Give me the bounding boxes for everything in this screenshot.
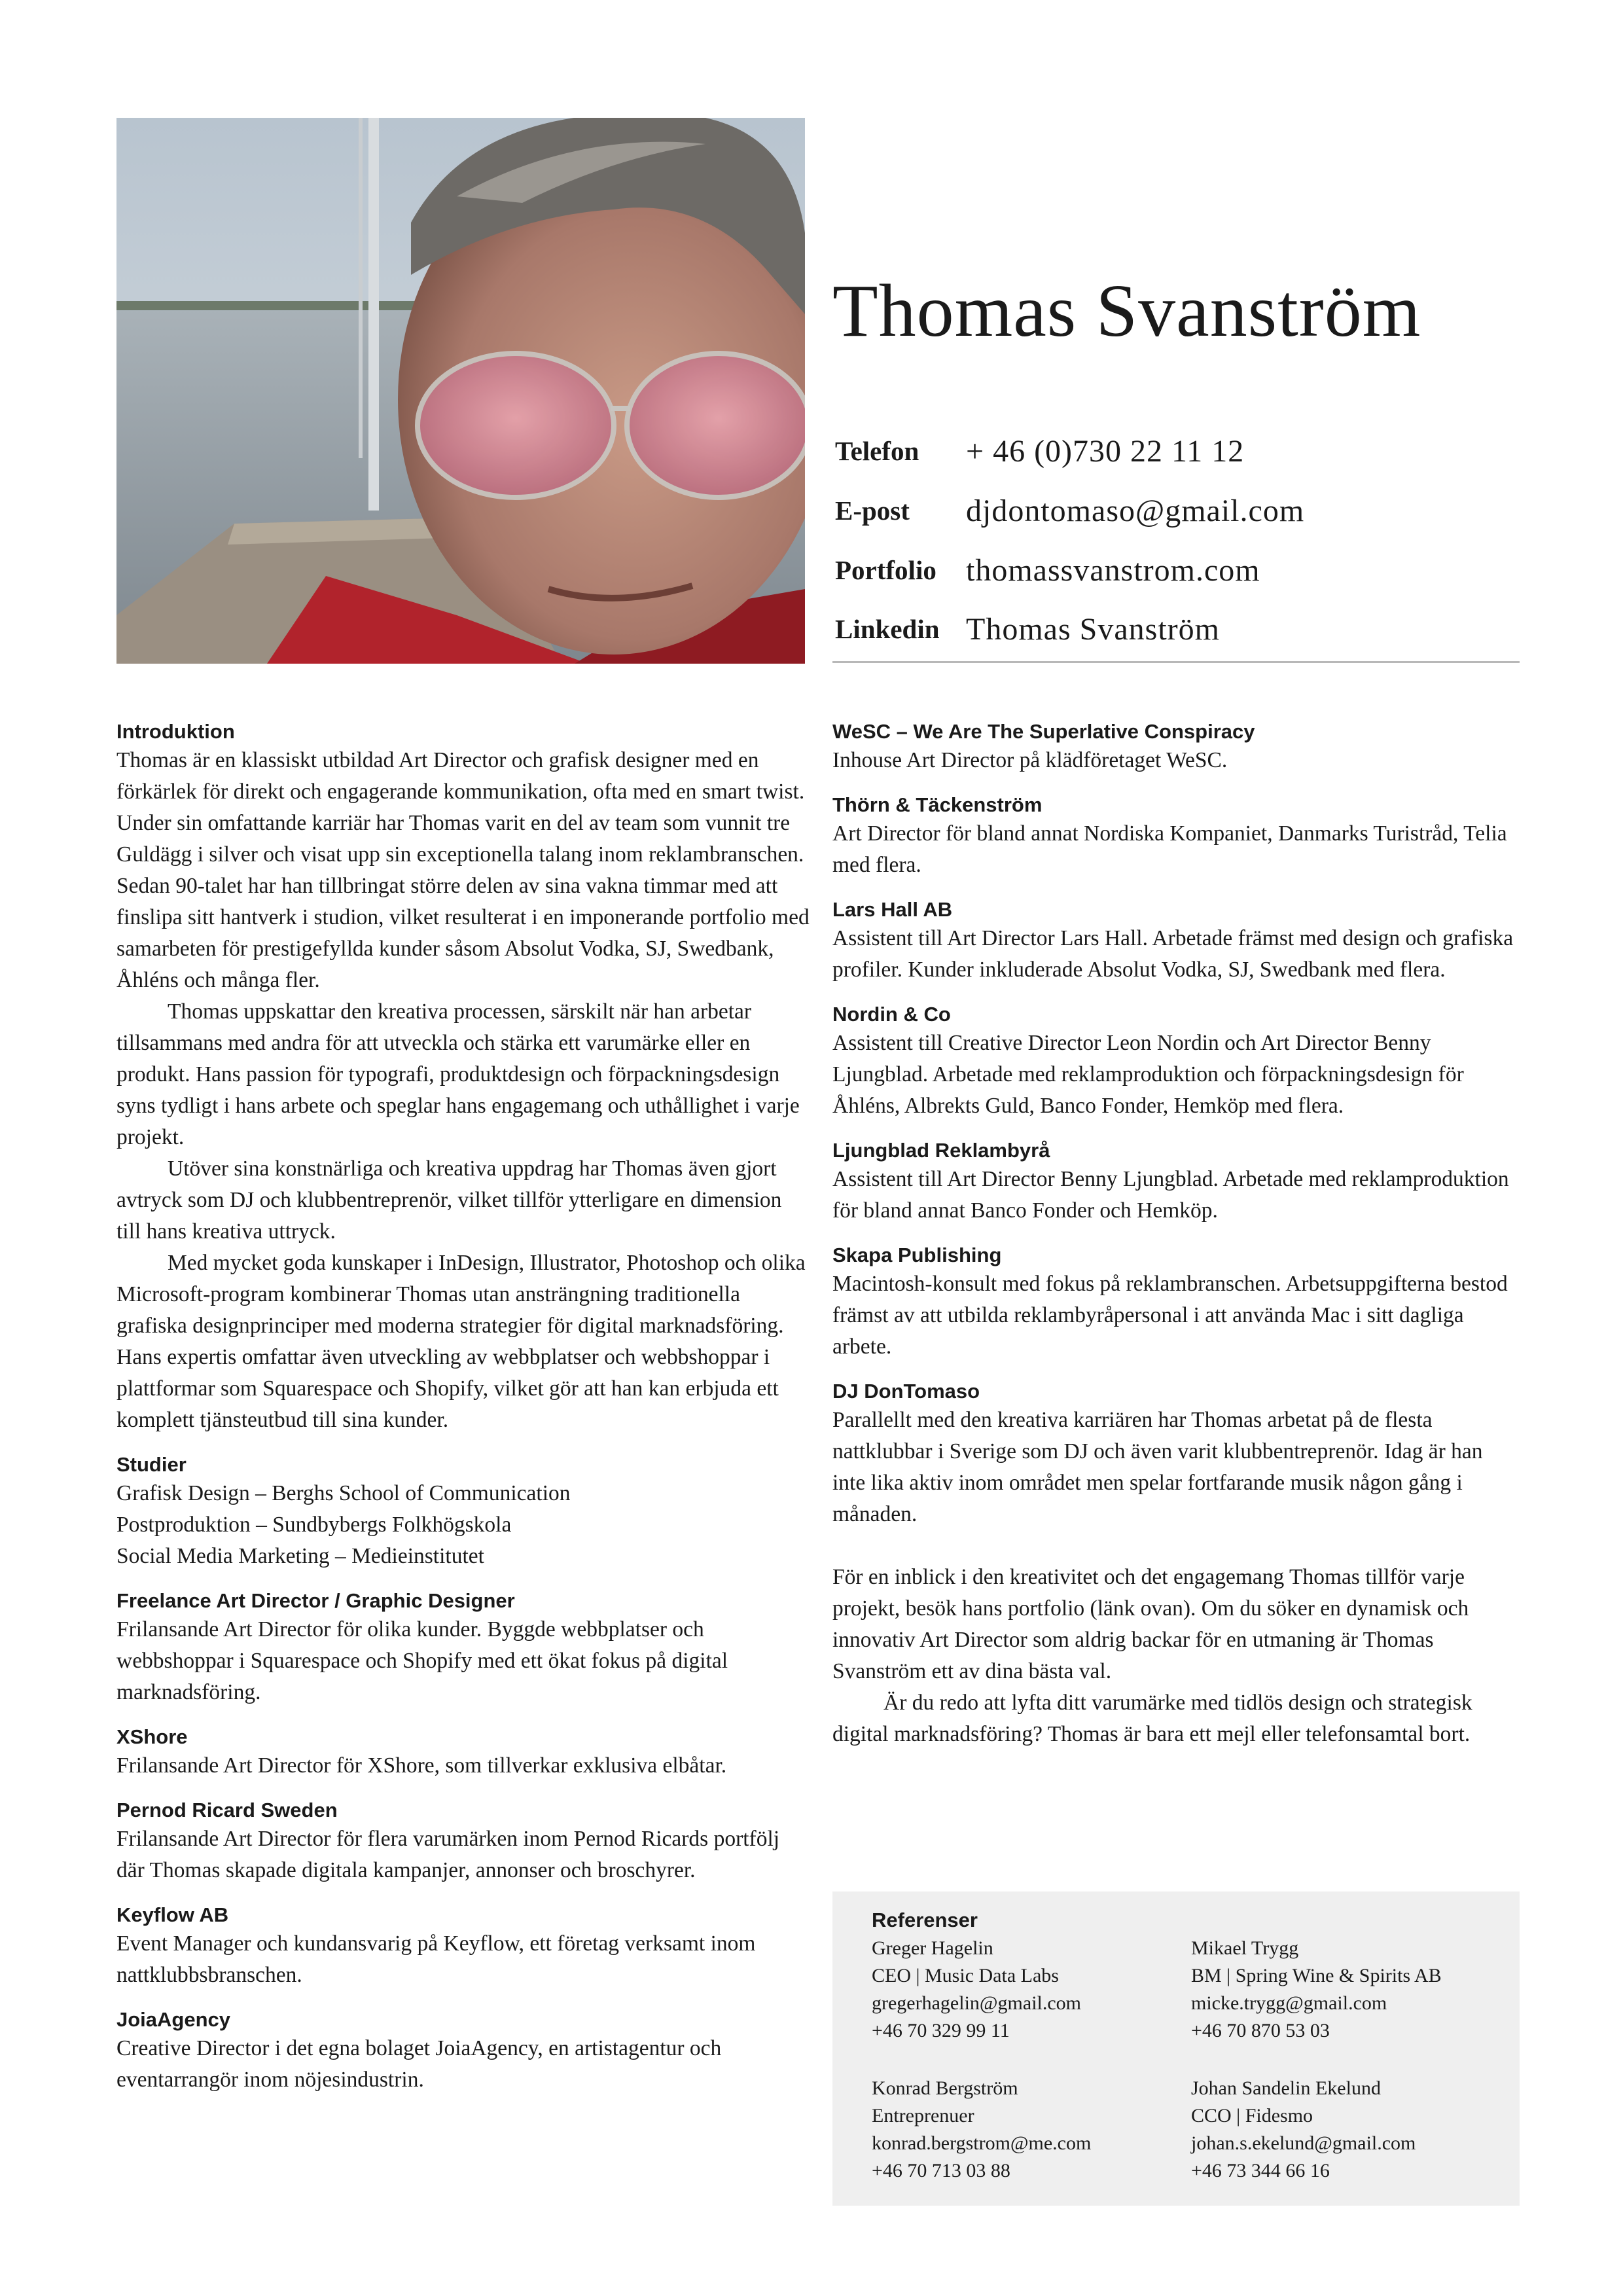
experience-description: Frilansande Art Director för olika kunder. Byggde webbplatser och webbshoppar i Squarespace och Shopify med ett ökat fokus på digital marknadsföring. (116, 1617, 728, 1704)
intro-paragraph-3: Utöver sina konstnärliga och kreativa uppdrag har Thomas även gjort avtryck som DJ och klubbentreprenör, vilket tillför ytterligare en dimension till hans kreativa uttryck. (116, 1157, 782, 1244)
experience-title: Ljungblad Reklambyrå (832, 1139, 1050, 1162)
study-item: Social Media Marketing – Medieinstitutet (116, 1544, 484, 1568)
reference-email[interactable]: gregerhagelin@gmail.com (872, 1992, 1082, 2014)
experience-item (832, 1242, 1520, 1363)
experience-description: Art Director för bland annat Nordiska Kompaniet, Danmarks Turistråd, Telia med flera. (832, 821, 1507, 877)
intro-section (116, 719, 810, 1436)
experience-item (116, 1724, 810, 1782)
experience-title: DJ DonTomaso (832, 1380, 980, 1403)
experience-title: WeSC – We Are The Superlative Conspiracy (832, 720, 1255, 743)
contact-phone-value[interactable]: + 46 (0)730 22 11 12 (966, 433, 1245, 469)
contact-portfolio-label: Portfolio (835, 555, 936, 585)
experience-description: Assistent till Creative Director Leon Nordin och Art Director Benny Ljungblad. Arbetade med reklamproduktion och förpackningsdesign för Åhléns, Albrekts Guld, Banco Fonder, Hemköp med flera. (832, 1031, 1464, 1118)
reference-phone[interactable]: +46 70 329 99 11 (872, 2020, 1010, 2041)
experience-description: Macintosh-konsult med fokus på reklambranschen. Arbetsuppgifterna bestod främst av att utbilda reklambyråpersonal i att använda Mac i sitt dagliga arbete. (832, 1272, 1508, 1359)
reference-role: BM | Spring Wine & Spirits AB (1191, 1965, 1442, 1986)
contact-portfolio-value[interactable]: thomassvanstrom.com (966, 552, 1260, 588)
experience-description: Assistent till Art Director Benny Ljungblad. Arbetade med reklamproduktion för bland annat Banco Fonder och Hemköp. (832, 1167, 1509, 1223)
experience-title: Lars Hall AB (832, 898, 953, 921)
experience-title: Nordin & Co (832, 1003, 951, 1026)
experience-item (832, 719, 1520, 776)
header-divider (832, 661, 1520, 663)
experience-item (832, 897, 1520, 986)
right-column (832, 719, 1520, 1750)
contact-linkedin-label: Linkedin (835, 614, 940, 644)
experience-description: Event Manager och kundansvarig på Keyflow, ett företag verksamt inom nattklubbsbranschen. (116, 1931, 756, 1987)
experience-item (832, 792, 1520, 881)
closing-paragraph-2: Är du redo att lyfta ditt varumärke med tidlös design och strategisk digital marknadsföring? Thomas är bara ett mejl eller telefonsamtal bort. (832, 1691, 1472, 1746)
reference-role: CEO | Music Data Labs (872, 1965, 1059, 1986)
study-item: Postproduktion – Sundbybergs Folkhögskola (116, 1513, 512, 1537)
contact-linkedin-value[interactable]: Thomas Svanström (966, 611, 1220, 647)
left-column (116, 719, 810, 2111)
person-name: Thomas Svanström (832, 269, 1421, 352)
closing-section (832, 1562, 1520, 1750)
contact-email-row (835, 488, 1304, 533)
profile-photo (116, 118, 805, 664)
experience-item (832, 1001, 1520, 1122)
studies-section (116, 1452, 810, 1572)
contact-phone-label: Telefon (835, 436, 919, 466)
experience-item (116, 1902, 810, 1991)
experience-title: JoiaAgency (116, 2008, 231, 2031)
reference-name: Konrad Bergström (872, 2077, 1018, 2099)
experience-item (116, 1588, 810, 1708)
reference-name: Johan Sandelin Ekelund (1191, 2077, 1381, 2099)
experience-title: Pernod Ricard Sweden (116, 1799, 338, 1821)
reference-phone[interactable]: +46 70 713 03 88 (872, 2160, 1010, 2181)
profile-photo-illustration (116, 118, 805, 664)
reference-email[interactable]: johan.s.ekelund@gmail.com (1191, 2132, 1416, 2154)
contact-portfolio-row (835, 547, 1260, 593)
contact-email-value[interactable]: djdontomaso@gmail.com (966, 493, 1305, 528)
reference-name: Mikael Trygg (1191, 1937, 1299, 1959)
experience-description: Frilansande Art Director för flera varumärken inom Pernod Ricards portfölj där Thomas skapade digitala kampanjer, annonser och broschyrer. (116, 1827, 780, 1882)
reference-email[interactable]: micke.trygg@gmail.com (1191, 1992, 1387, 2014)
contact-email-label: E-post (835, 495, 910, 526)
experience-description: Parallellt med den kreativa karriären har Thomas arbetat på de flesta nattklubbar i Sverige som DJ och även varit klubbentreprenör. Idag är han inte lika aktiv inom området men spelar fortfarande musik någon gång i månaden. (832, 1408, 1483, 1526)
experience-description: Assistent till Art Director Lars Hall. Arbetade främst med design och grafiska profiler. Kunder inkluderade Absolut Vodka, SJ, Swedbank med flera. (832, 926, 1514, 982)
intro-paragraph-1: Thomas är en klassiskt utbildad Art Director och grafisk designer med en förkärlek för direkt och engagerande kommunikation, ofta med en smart twist. Under sin omfattande karriär har Thomas varit en del av team som vunnit tre Guldägg i silver och visat upp sin exceptionella talang inom reklambranschen. Sedan 90-talet har han tillbringat större delen av sina vakna timmar med att finslipa sitt hantverk i studion, vilket resulterat i en imponerande portfolio med samarbeten för prestigefyllda kunder såsom Absolut Vodka, SJ, Swedbank, Åhléns och många fler. (116, 748, 810, 992)
experience-description: Creative Director i det egna bolaget JoiaAgency, en artistagentur och eventarrangör inom nöjesindustrin. (116, 2036, 722, 2092)
closing-paragraph-1: För en inblick i den kreativitet och det engagemang Thomas tillför varje projekt, besök hans portfolio (länk ovan). Om du söker en dynamisk och innovativ Art Director som aldrig backar för en utmaning är Thomas Svanström ett av dina bästa val. (832, 1565, 1469, 1683)
references-box (832, 1892, 1520, 2206)
experience-item (116, 2007, 810, 2096)
experience-description: Inhouse Art Director på klädföretaget WeSC. (832, 748, 1228, 772)
experience-title: Thörn & Täckenström (832, 793, 1043, 816)
intro-heading: Introduktion (116, 720, 235, 743)
reference-card (1191, 1935, 1492, 2045)
reference-card (872, 1935, 1173, 2045)
reference-phone[interactable]: +46 70 870 53 03 (1191, 2020, 1330, 2041)
contact-phone-row (835, 428, 1244, 474)
references-heading: Referenser (872, 1909, 978, 1931)
experience-title: XShore (116, 1725, 188, 1748)
reference-card (872, 2075, 1173, 2185)
experience-item (116, 1797, 810, 1886)
studies-heading: Studier (116, 1453, 187, 1476)
contact-linkedin-row (835, 606, 1220, 652)
reference-phone[interactable]: +46 73 344 66 16 (1191, 2160, 1330, 2181)
study-item: Grafisk Design – Berghs School of Communication (116, 1481, 571, 1505)
experience-description: Frilansande Art Director för XShore, som tillverkar exklusiva elbåtar. (116, 1753, 727, 1778)
experience-item (832, 1378, 1520, 1530)
intro-paragraph-4: Med mycket goda kunskaper i InDesign, Illustrator, Photoshop och olika Microsoft-program kombinerar Thomas utan ansträngning traditionella grafiska designprinciper med moderna strategier för digital marknadsföring. Hans expertis omfattar även utveckling av webbplatser och webbshoppar i plattformar som Squarespace och Shopify, vilket gör att han kan erbjuda ett komplett tjänsteutbud till sina kunder. (116, 1251, 806, 1432)
reference-role: Entreprenuer (872, 2105, 974, 2126)
reference-name: Greger Hagelin (872, 1937, 993, 1959)
experience-title: Skapa Publishing (832, 1244, 1002, 1266)
reference-email[interactable]: konrad.bergstrom@me.com (872, 2132, 1092, 2154)
experience-title: Freelance Art Director / Graphic Designer (116, 1589, 515, 1612)
experience-item (832, 1138, 1520, 1227)
experience-title: Keyflow AB (116, 1903, 229, 1926)
reference-role: CCO | Fidesmo (1191, 2105, 1313, 2126)
intro-paragraph-2: Thomas uppskattar den kreativa processen, särskilt när han arbetar tillsammans med andra för att utveckla och stärka ett varumärke eller en produkt. Hans passion för typografi, produktdesign och förpackningsdesign syns tydligt i hans arbete och speglar hans engagemang och uthållighet i varje projekt. (116, 999, 800, 1149)
reference-card (1191, 2075, 1492, 2185)
